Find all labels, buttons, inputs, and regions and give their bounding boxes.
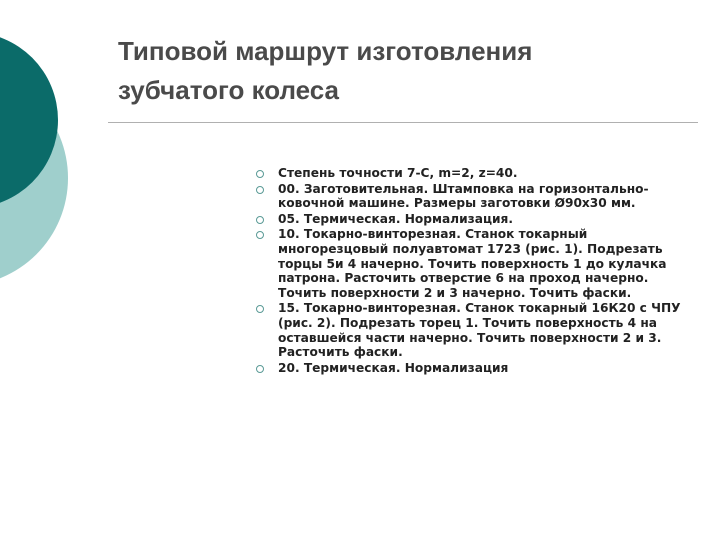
list-item: [256, 301, 696, 359]
title-divider: [108, 122, 698, 123]
list-item: [256, 166, 696, 181]
list-item-text: 15. Токарно-винторезная. Станок токарный 16К20 с ЧПУ (рис. 2). Подрезать торец 1. Точить поверхность 4 на оставшейся части начерно. Точить поверхности 2 и 3. Расточить фаски.: [278, 301, 681, 360]
route-list: [256, 166, 696, 376]
page-title: [118, 32, 698, 110]
hollow-circle-bullet-icon: [256, 170, 264, 178]
hollow-circle-bullet-icon: [256, 186, 264, 194]
decorative-circles: [0, 0, 120, 300]
hollow-circle-bullet-icon: [256, 231, 264, 239]
title-line-2: зубчатого колеса: [118, 75, 339, 105]
list-item: [256, 361, 696, 376]
list-item: [256, 227, 696, 300]
list-item-text: Степень точности 7-С, m=2, z=40.: [278, 166, 518, 180]
list-item-text: 20. Термическая. Нормализация: [278, 360, 509, 375]
list-item-text: 05. Термическая. Нормализация.: [278, 211, 513, 226]
title-line-1: Типовой маршрут изготовления: [118, 36, 533, 66]
list-item: [256, 182, 696, 211]
list-item-text: 10. Токарно-винторезная. Станок токарный многорезцовый полуавтомат 1723 (рис. 1). Подрезать торцы 5и 4 начерно. Точить поверхность 1 до кулачка патрона. Расточить отверстие 6 на проход начерно. Точить поверхности 2 и 3 начерно. Точить фаски.: [278, 227, 667, 300]
hollow-circle-bullet-icon: [256, 365, 264, 373]
hollow-circle-bullet-icon: [256, 305, 264, 313]
list-item: [256, 212, 696, 227]
list-item-text: 00. Заготовительная. Штамповка на горизонтально-ковочной машине. Размеры заготовки Ø90х30 мм.: [278, 181, 649, 211]
hollow-circle-bullet-icon: [256, 216, 264, 224]
